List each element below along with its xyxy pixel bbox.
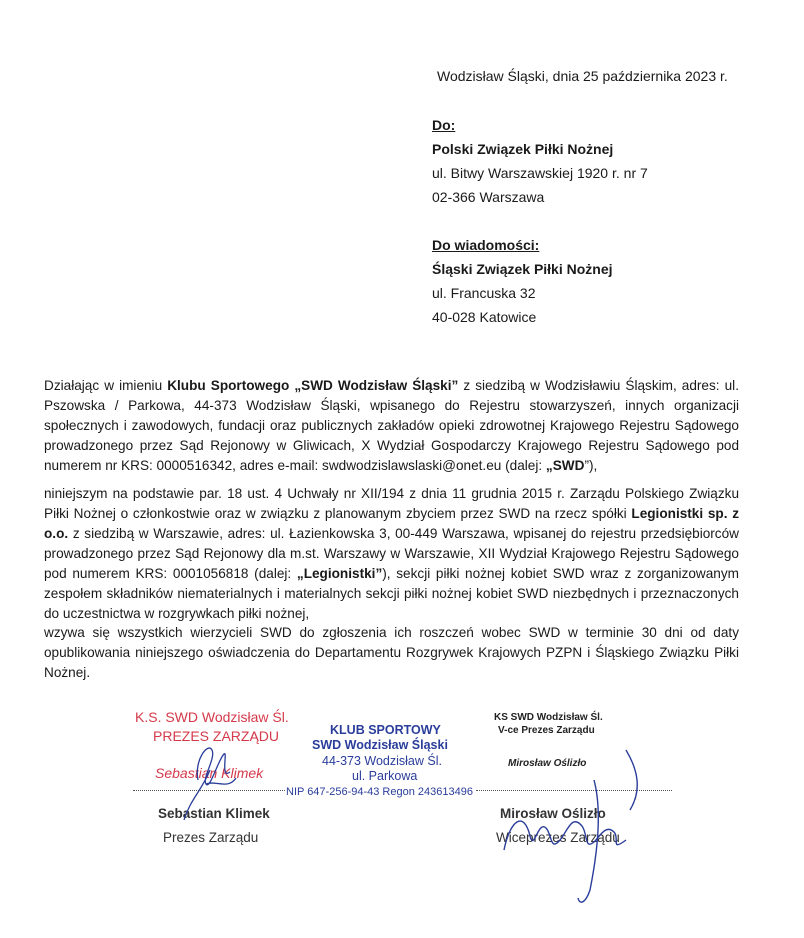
handwritten-signature-right: [490, 740, 670, 910]
p1-club-name: Klubu Sportowego „SWD Wodzisław Śląski”: [167, 378, 459, 393]
club-stamp-line-5: NIP 647-256-94-43 Regon 243613496: [286, 786, 473, 798]
vice-president-title: Wiceprezes Zarządu: [496, 830, 620, 845]
club-stamp-line-3: 44-373 Wodzisław Śl.: [322, 754, 442, 768]
recipient-heading: Do:: [432, 117, 456, 133]
president-title: Prezes Zarządu: [163, 830, 259, 845]
body-paragraph-2: [44, 484, 739, 624]
p1-text-a: Działając w imieniu: [44, 378, 168, 393]
recipient-name: Polski Związek Piłki Nożnej: [432, 141, 614, 157]
cc-street: ul. Francuska 32: [432, 285, 536, 301]
cc-city: 40-028 Katowice: [432, 309, 537, 325]
president-stamp-line-2: PREZES ZARZĄDU: [153, 728, 280, 744]
cc-address: [432, 233, 613, 329]
p2-text-a: niniejszym na podstawie par. 18 ust. 4 Uchwały nr XII/194 z dnia 11 grudnia 2015 r. Zarządu Polskiego Związku Piłki Nożnej o członkostwie oraz w związku z planowanym zbyciem przez SWD na rzecz spółki: [44, 486, 739, 521]
club-stamp-line-4: ul. Parkowa: [352, 769, 418, 783]
body-paragraph-1: [44, 376, 739, 476]
president-name: Sebastian Klimek: [158, 806, 270, 821]
president-stamp-signature: Sebastian Klimek: [155, 765, 264, 781]
recipient-address: [432, 113, 648, 209]
cc-name: Śląski Związek Piłki Nożnej: [432, 261, 613, 277]
place-and-date: Wodzisław Śląski, dnia 25 października 2023 r.: [437, 68, 728, 84]
p2-company-name: Legionistki sp. z o.o.: [44, 506, 739, 541]
p1-text-c: ”),: [584, 458, 598, 473]
p2-text-b: z siedzibą w Warszawie, adres: ul. Łazienkowska 3, 00-449 Warszawa, wpisanej do rejestru przedsiębiorców prowadzonego przez Sąd Rejonowy dla m.st. Warszawy w Warszawie, XII Wydział Krajowego Rejestru Sądowego pod numerem KRS: 0001056818 (dalej:: [44, 526, 739, 581]
club-stamp-line-1: KLUB SPORTOWY: [330, 723, 441, 737]
recipient-street: ul. Bitwy Warszawskiej 1920 r. nr 7: [432, 165, 648, 181]
vice-president-stamp-line-1: KS SWD Wodzisław Śl.: [494, 712, 603, 723]
president-stamp-line-1: K.S. SWD Wodzisław Śl.: [135, 709, 289, 725]
vice-president-stamp-line-2: V-ce Prezes Zarządu: [498, 725, 595, 736]
vice-president-stamp-signature: Mirosław Oślizło: [508, 758, 587, 769]
p2-short-name: „Legionistki”: [296, 566, 383, 581]
body-paragraph-3: wzywa się wszystkich wierzycieli SWD do zgłoszenia ich roszczeń wobec SWD w terminie 30 dni od daty opublikowania niniejszego oświadczenia do Departamentu Rozgrywek Krajowych PZPN i Śląskiego Związku Piłki Nożnej.: [44, 625, 739, 680]
vice-president-name: Mirosław Oślizło: [500, 806, 606, 821]
recipient-city: 02-366 Warszawa: [432, 189, 545, 205]
cc-heading: Do wiadomości:: [432, 237, 540, 253]
handwritten-signature-left: [150, 720, 270, 830]
p1-short-name: „SWD: [545, 458, 585, 473]
club-stamp-line-2: SWD Wodzisław Śląski: [312, 738, 448, 752]
p1-text-b: z siedzibą w Wodzisławiu Śląskim, adres: ul. Pszowska / Parkowa, 44-373 Wodzisław Śląski, wpisanego do Rejestru stowarzyszeń, innych organizacji społecznych i zawodowych, fundacji oraz publicznych zakładów opieki zdrowotnej Krajowego Rejestru Sądowego prowadzonego przez Sąd Rejonowy w Gliwicach, X Wydział Gospodarczy Krajowego Rejestru Sądowego pod numerem nr KRS: 0000516342, adres e-mail: swdwodzislawslaski@onet.eu (dalej:: [44, 378, 739, 473]
p2-text-c: ), sekcji piłki nożnej kobiet SWD wraz z zorganizowanym zespołem składników niematerialnych i materialnych sekcji piłki nożnej kobiet SWD niezbędnych i przeznaczonych do uczestnictwa w rozgrywkach piłki nożnej,: [44, 566, 739, 621]
